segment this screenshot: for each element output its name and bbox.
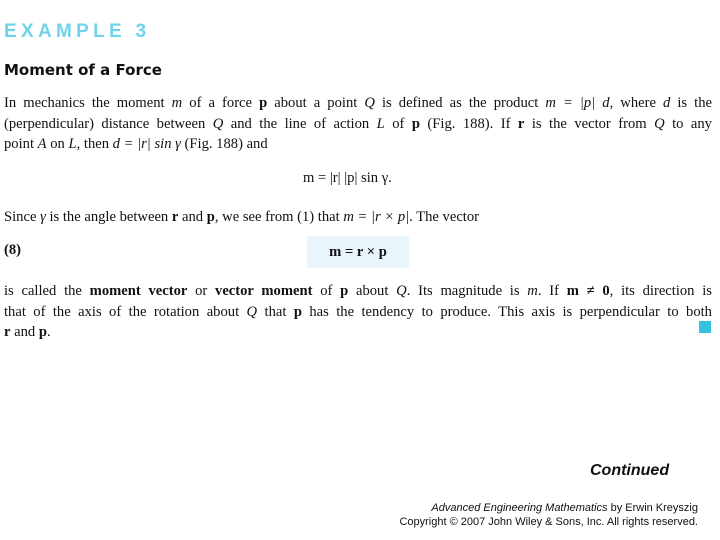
paragraph-line: that of the axis of the rotation about Q that p has the tendency to produce. This axis is perpendicular to both bbox=[4, 303, 712, 320]
footer-citation bbox=[399, 501, 698, 529]
paragraph-moment-vector bbox=[4, 281, 712, 343]
paragraph-definition bbox=[4, 93, 712, 155]
book-author: by Erwin Kreyszig bbox=[607, 502, 698, 514]
paragraph-line: point A on L, then d = |r| sin γ (Fig. 188) and bbox=[4, 136, 268, 152]
paragraph-line: r and p. bbox=[4, 324, 51, 340]
example-label: EXAMPLE 3 bbox=[4, 21, 151, 42]
footer-line bbox=[399, 501, 698, 515]
book-title: Advanced Engineering Mathematics bbox=[431, 502, 608, 514]
paragraph-line: is called the moment vector or vector moment of p about Q. Its magnitude is m. If m ≠ 0, its direction is bbox=[4, 283, 712, 299]
equation-number: (8) bbox=[4, 242, 22, 258]
equation-box bbox=[307, 236, 409, 268]
paragraph-line: In mechanics the moment m of a force p about a point Q is defined as the product m = |p| d, where d is the bbox=[4, 95, 713, 111]
paragraph-line: Since γ is the angle between r and p, we see from (1) that m = |r × p|. The vector bbox=[4, 209, 480, 225]
section-title: Moment of a Force bbox=[4, 61, 162, 79]
copyright-text: Copyright © 2007 John Wiley & Sons, Inc. All rights reserved. bbox=[399, 516, 698, 528]
continued-label: Continued bbox=[590, 462, 670, 479]
equation-text: m = r × p bbox=[329, 243, 387, 260]
end-of-example-square-icon bbox=[699, 321, 711, 333]
paragraph-since bbox=[4, 207, 712, 228]
paragraph-line: (perpendicular) distance between Q and the line of action L of p (Fig. 188). If r is the vector from Q to any bbox=[4, 115, 712, 132]
centered-equation: m = |r| |p| sin γ. bbox=[303, 170, 392, 186]
